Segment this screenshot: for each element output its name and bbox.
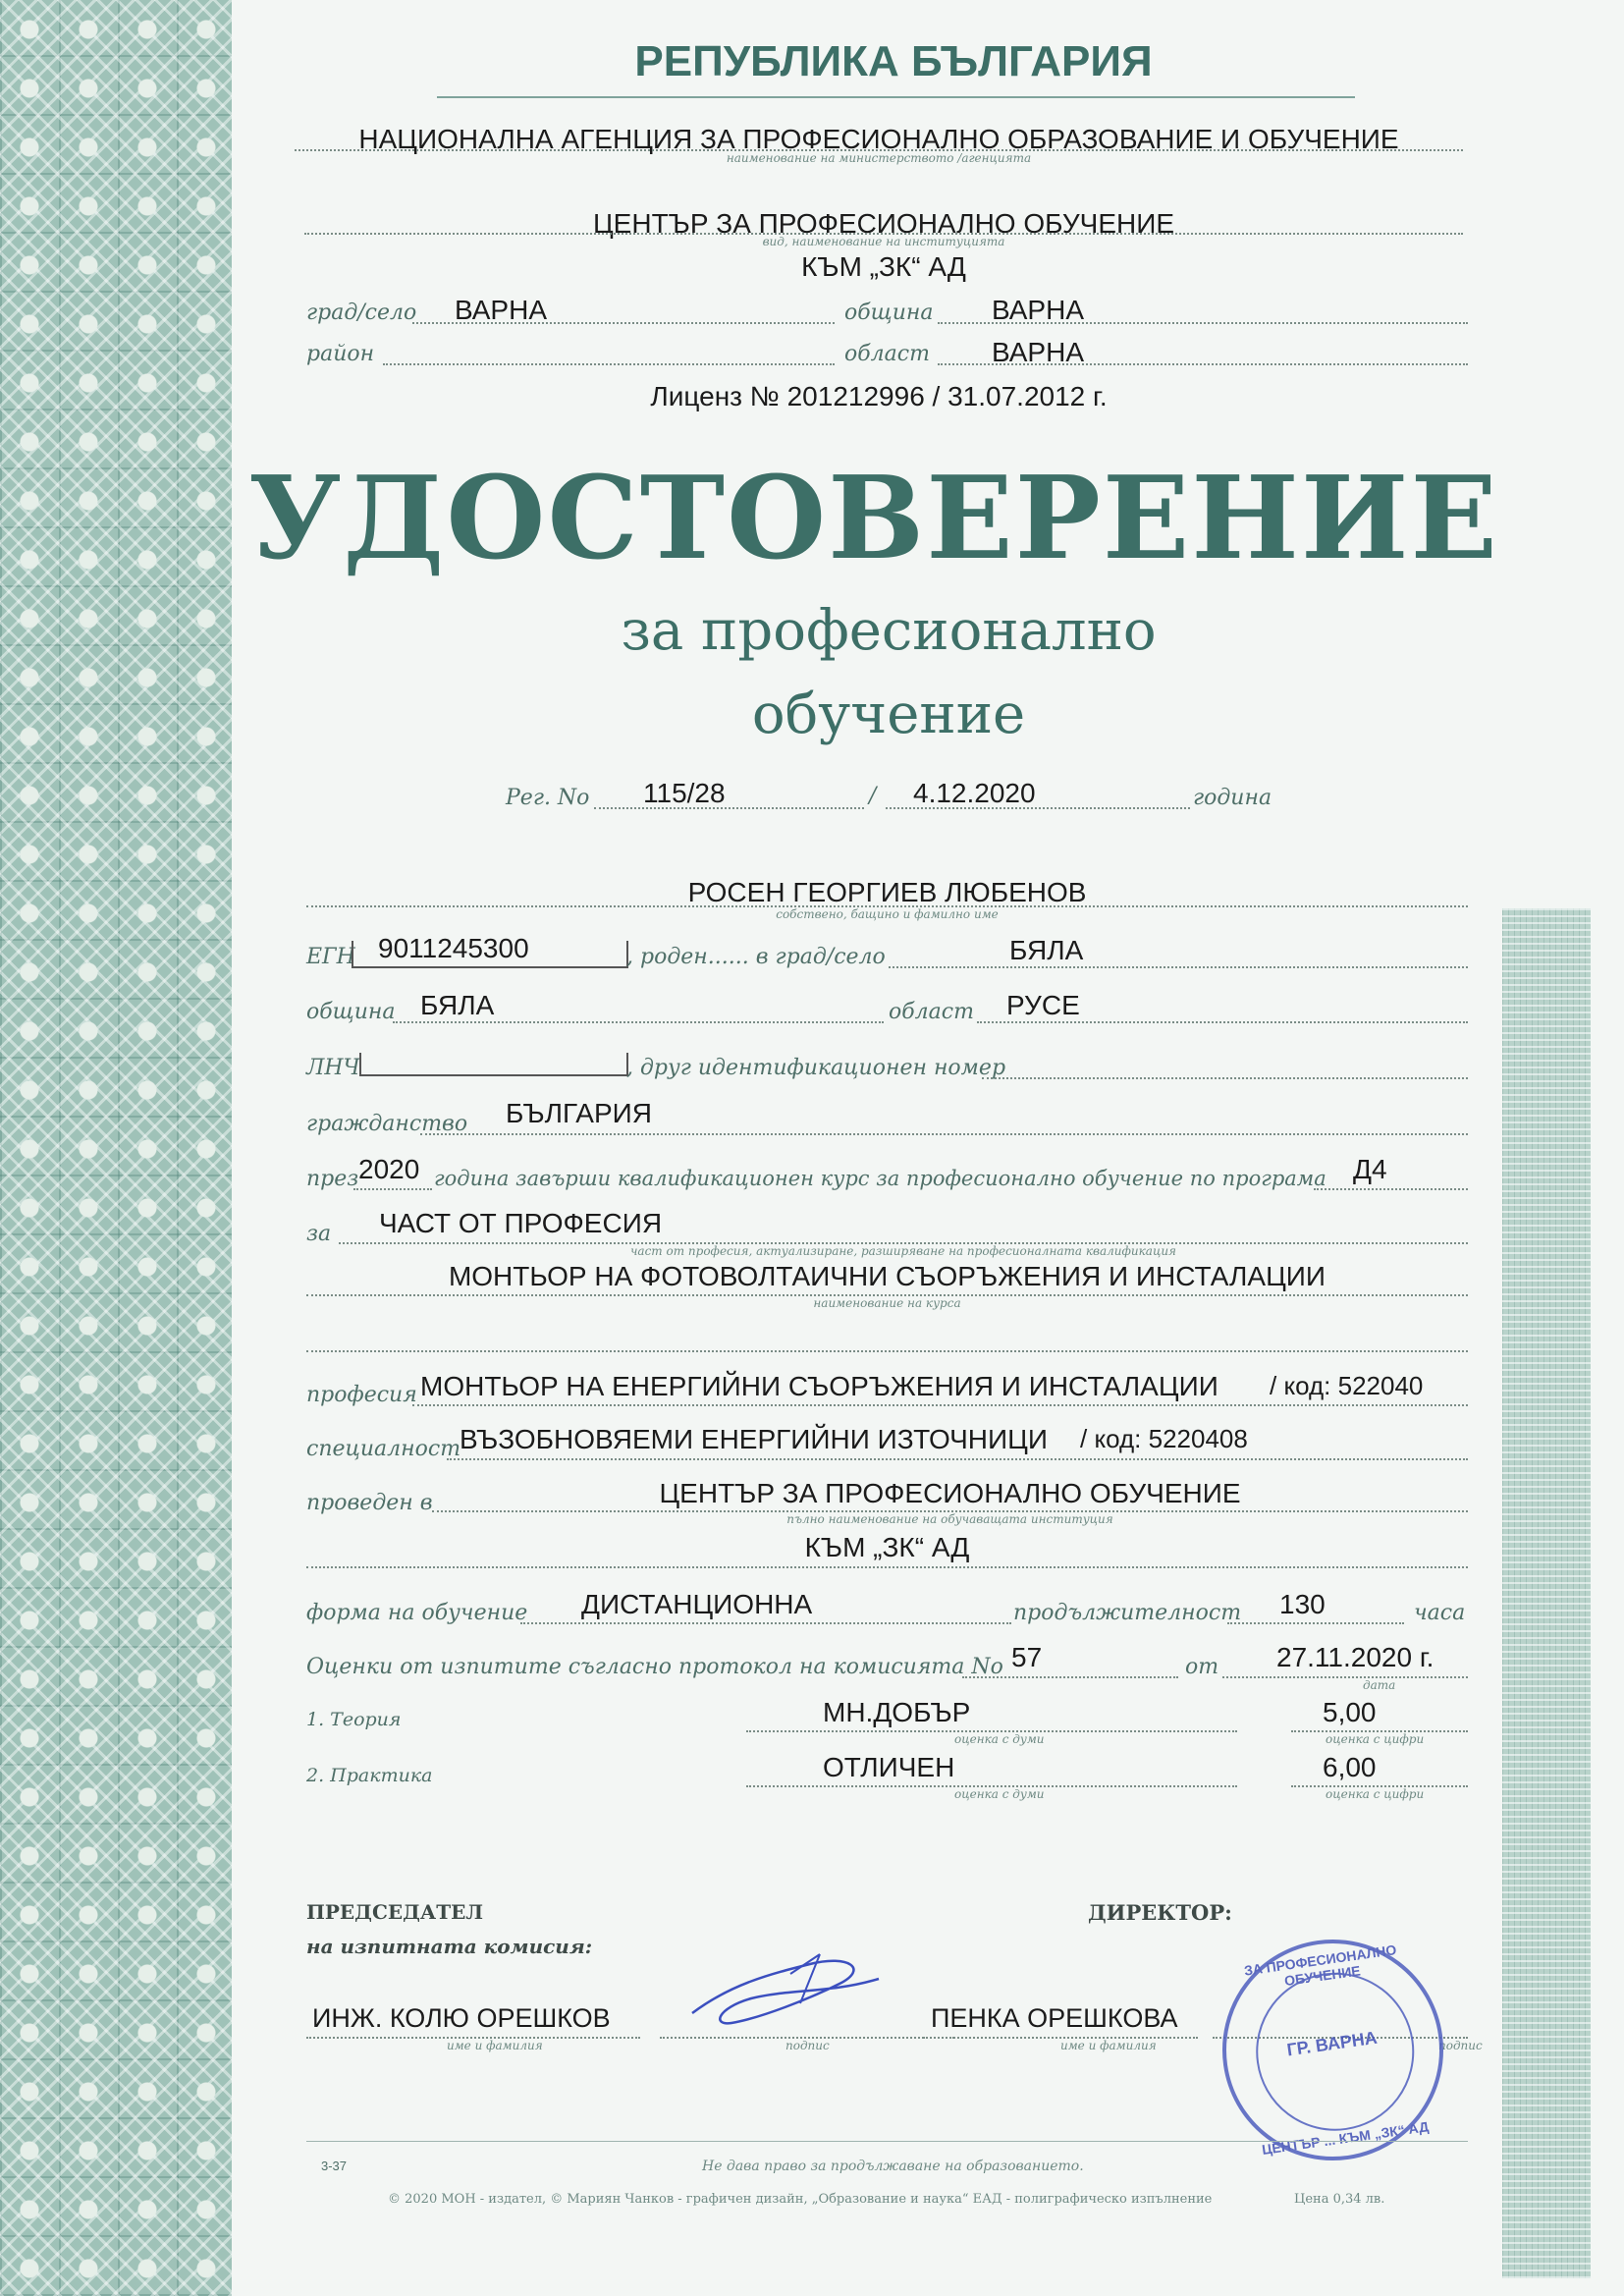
form-dots — [520, 1622, 1011, 1624]
footer-note: Не дава право за продължаване на образованието. — [702, 2159, 1084, 2174]
certificate-subtitle-1: за професионално — [621, 599, 1157, 663]
year-label: година — [1193, 786, 1272, 810]
profession-dots — [412, 1404, 1468, 1406]
reg-dots — [594, 807, 864, 809]
institution-caption: вид, наименование на институцията — [762, 235, 1005, 248]
director-name-caption: име и фамилия — [1060, 2039, 1157, 2052]
stamp-bottom-text: ЦЕНТЪР ... КЪМ „ЗК“ АД — [1261, 2118, 1431, 2158]
institution-line2: КЪМ „ЗК“ АД — [801, 251, 966, 282]
reg-date: 4.12.2020 — [913, 778, 1036, 808]
citizenship-label: гражданство — [306, 1112, 468, 1136]
scope-caption: част от професия, актуализиране, разширяване на професионалната квалификация — [629, 1244, 1177, 1258]
theory-words: МН.ДОБЪР — [823, 1697, 971, 1727]
practice-words: ОТЛИЧЕН — [823, 1752, 955, 1782]
imprint: © 2020 МОН - издател, © Мариян Чанков - графичен дизайн, „Образование и наука“ ЕАД - полиграфическо изпълнение — [388, 2192, 1213, 2207]
protocol-no-dots — [962, 1676, 1178, 1678]
person-name-caption: собствено, бащино и фамилно име — [776, 907, 999, 921]
practice-words-caption: оценка с думи — [954, 1787, 1045, 1801]
protocol-number: 57 — [1011, 1642, 1043, 1672]
profession-code: / код: 522040 — [1270, 1371, 1424, 1400]
course-year: 2020 — [358, 1154, 420, 1184]
chair-label-1: ПРЕДСЕДАТЕЛ — [306, 1900, 483, 1924]
practice-label: 2. Практика — [306, 1765, 433, 1786]
municipality-value: ВАРНА — [992, 295, 1084, 325]
city-value: ВАРНА — [455, 295, 547, 325]
held-label: проведен в — [306, 1491, 433, 1515]
theory-words-caption: оценка с думи — [954, 1732, 1045, 1746]
ornamental-border-left — [0, 0, 232, 2296]
specialty-dots — [447, 1458, 1468, 1460]
course-name: МОНТЬОР НА ФОТОВОЛТАИЧНИ СЪОРЪЖЕНИЯ И ИНСТАЛАЦИИ — [448, 1261, 1326, 1291]
reg-number: 115/28 — [643, 778, 726, 808]
duration-label: продължителност — [1013, 1601, 1242, 1625]
practice-number: 6,00 — [1323, 1752, 1377, 1782]
city-label: град/село — [306, 301, 417, 325]
reg-slash: / — [869, 784, 877, 808]
republic-underline — [437, 96, 1355, 98]
hours-label: часа — [1414, 1601, 1466, 1625]
person-name: РОСЕН ГЕОРГИЕВ ЛЮБЕНОВ — [687, 877, 1087, 907]
specialty-value: ВЪЗОБНОВЯЕМИ ЕНЕРГИЙНИ ИЗТОЧНИЦИ — [460, 1424, 1048, 1454]
theory-label: 1. Теория — [306, 1709, 402, 1730]
stamp-city: ГР. ВАРНА — [1285, 2027, 1379, 2060]
republic-title: РЕПУБЛИКА БЪЛГАРИЯ — [634, 37, 1153, 85]
form-label: форма на обучение — [306, 1601, 528, 1625]
ministry-name: НАЦИОНАЛНА АГЕНЦИЯ ЗА ПРОФЕСИОНАЛНО ОБРАЗОВАНИЕ И ОБУЧЕНИЕ — [358, 124, 1399, 154]
held-caption: пълно наименование на обучаващата институция — [786, 1512, 1113, 1526]
security-pattern-right — [1502, 908, 1591, 2278]
date-caption: дата — [1363, 1678, 1396, 1692]
course-extra-dots — [306, 1350, 1468, 1352]
birthplace-value: БЯЛА — [1009, 935, 1084, 965]
course-name-caption: наименование на курса — [813, 1296, 961, 1310]
district-dots — [383, 363, 835, 365]
region-value: ВАРНА — [992, 337, 1084, 367]
institution-line1: ЦЕНТЪР ЗА ПРОФЕСИОНАЛНО ОБУЧЕНИЕ — [592, 208, 1175, 239]
citizenship-value: БЪЛГАРИЯ — [506, 1098, 652, 1128]
protocol-date-dots — [1222, 1676, 1468, 1678]
other-id-dots — [982, 1077, 1468, 1079]
form-code: 3-37 — [321, 2159, 348, 2173]
program-dots — [1314, 1188, 1468, 1190]
chair-name: ИНЖ. КОЛЮ ОРЕШКОВ — [312, 2003, 611, 2033]
egn-value: 9011245300 — [378, 933, 529, 963]
other-id-label: , друг идентификационен номер — [626, 1056, 1006, 1080]
municipality-label: община — [844, 301, 934, 325]
stamp-top-text: ЗА ПРОФЕСИОНАЛНО ОБУЧЕНИЕ — [1243, 1941, 1398, 1990]
certificate-subtitle-2: обучение — [751, 683, 1026, 746]
held-line2: КЪМ „ЗК“ АД — [804, 1532, 970, 1562]
director-label: ДИРЕКТОР: — [1088, 1900, 1232, 1925]
for-label: за — [306, 1222, 332, 1246]
footer-line — [306, 2141, 1468, 2142]
person-region-dots — [977, 1021, 1468, 1023]
director-signature-caption: подпис — [1438, 2039, 1483, 2052]
person-region-value: РУСЕ — [1006, 990, 1080, 1020]
district-label: район — [306, 342, 375, 366]
reg-label: Рег. No — [506, 786, 590, 810]
person-municipality-dots — [393, 1021, 884, 1023]
lnch-label: ЛНЧ — [306, 1056, 360, 1080]
course-scope: ЧАСТ ОТ ПРОФЕСИЯ — [379, 1208, 663, 1238]
chair-label-2: на изпитната комисия: — [306, 1935, 593, 1958]
profession-value: МОНТЬОР НА ЕНЕРГИЙНИ СЪОРЪЖЕНИЯ И ИНСТАЛАЦИИ — [420, 1371, 1218, 1401]
birthplace-dots — [889, 966, 1468, 968]
form-value: ДИСТАНЦИОННА — [581, 1589, 813, 1619]
ministry-caption: наименование на министерството /агенцията — [726, 151, 1032, 165]
person-municipality-value: БЯЛА — [420, 990, 495, 1020]
theory-number: 5,00 — [1323, 1697, 1377, 1727]
lnch-box — [359, 1053, 628, 1076]
specialty-label: специалност — [306, 1437, 461, 1461]
official-stamp — [1208, 1925, 1457, 2174]
protocol-date: 27.11.2020 г. — [1276, 1642, 1435, 1672]
price: Цена 0,34 лв. — [1294, 2192, 1385, 2207]
theory-number-caption: оценка с цифри — [1326, 1732, 1425, 1746]
egn-label: ЕГН — [306, 945, 355, 969]
course-year-dots — [353, 1188, 432, 1190]
person-municipality-label: община — [306, 1000, 396, 1024]
person-region-label: област — [889, 1000, 974, 1024]
citizenship-dots — [420, 1133, 1468, 1135]
practice-number-caption: оценка с цифри — [1326, 1787, 1425, 1801]
director-name: ПЕНКА ОРЕШКОВА — [931, 2003, 1178, 2033]
program-code: Д4 — [1353, 1154, 1387, 1184]
born-label: , роден...... в град/село — [626, 945, 886, 969]
protocol-label: Оценки от изпитите съгласно протокол на комисията No — [306, 1655, 1003, 1679]
profession-label: професия — [306, 1383, 417, 1407]
from-label: от — [1185, 1655, 1219, 1679]
certificate-title: УДОСТОВЕРЕНИЕ — [248, 452, 1499, 585]
chair-signature-caption: подпис — [785, 2039, 830, 2052]
duration-dots — [1227, 1622, 1404, 1624]
completed-text: година завърши квалификационен курс за професионално обучение по програма — [434, 1167, 1326, 1190]
held-line1: ЦЕНТЪР ЗА ПРОФЕСИОНАЛНО ОБУЧЕНИЕ — [659, 1478, 1241, 1508]
chair-signature — [673, 1944, 908, 2043]
license-number: Лиценз № 201212996 / 31.07.2012 г. — [650, 381, 1108, 411]
specialty-code: / код: 5220408 — [1080, 1424, 1248, 1453]
through-label: през — [306, 1167, 359, 1191]
duration-value: 130 — [1279, 1589, 1326, 1619]
held-line2-dots — [306, 1566, 1468, 1568]
chair-name-caption: име и фамилия — [447, 2039, 543, 2052]
region-label: област — [844, 342, 930, 366]
